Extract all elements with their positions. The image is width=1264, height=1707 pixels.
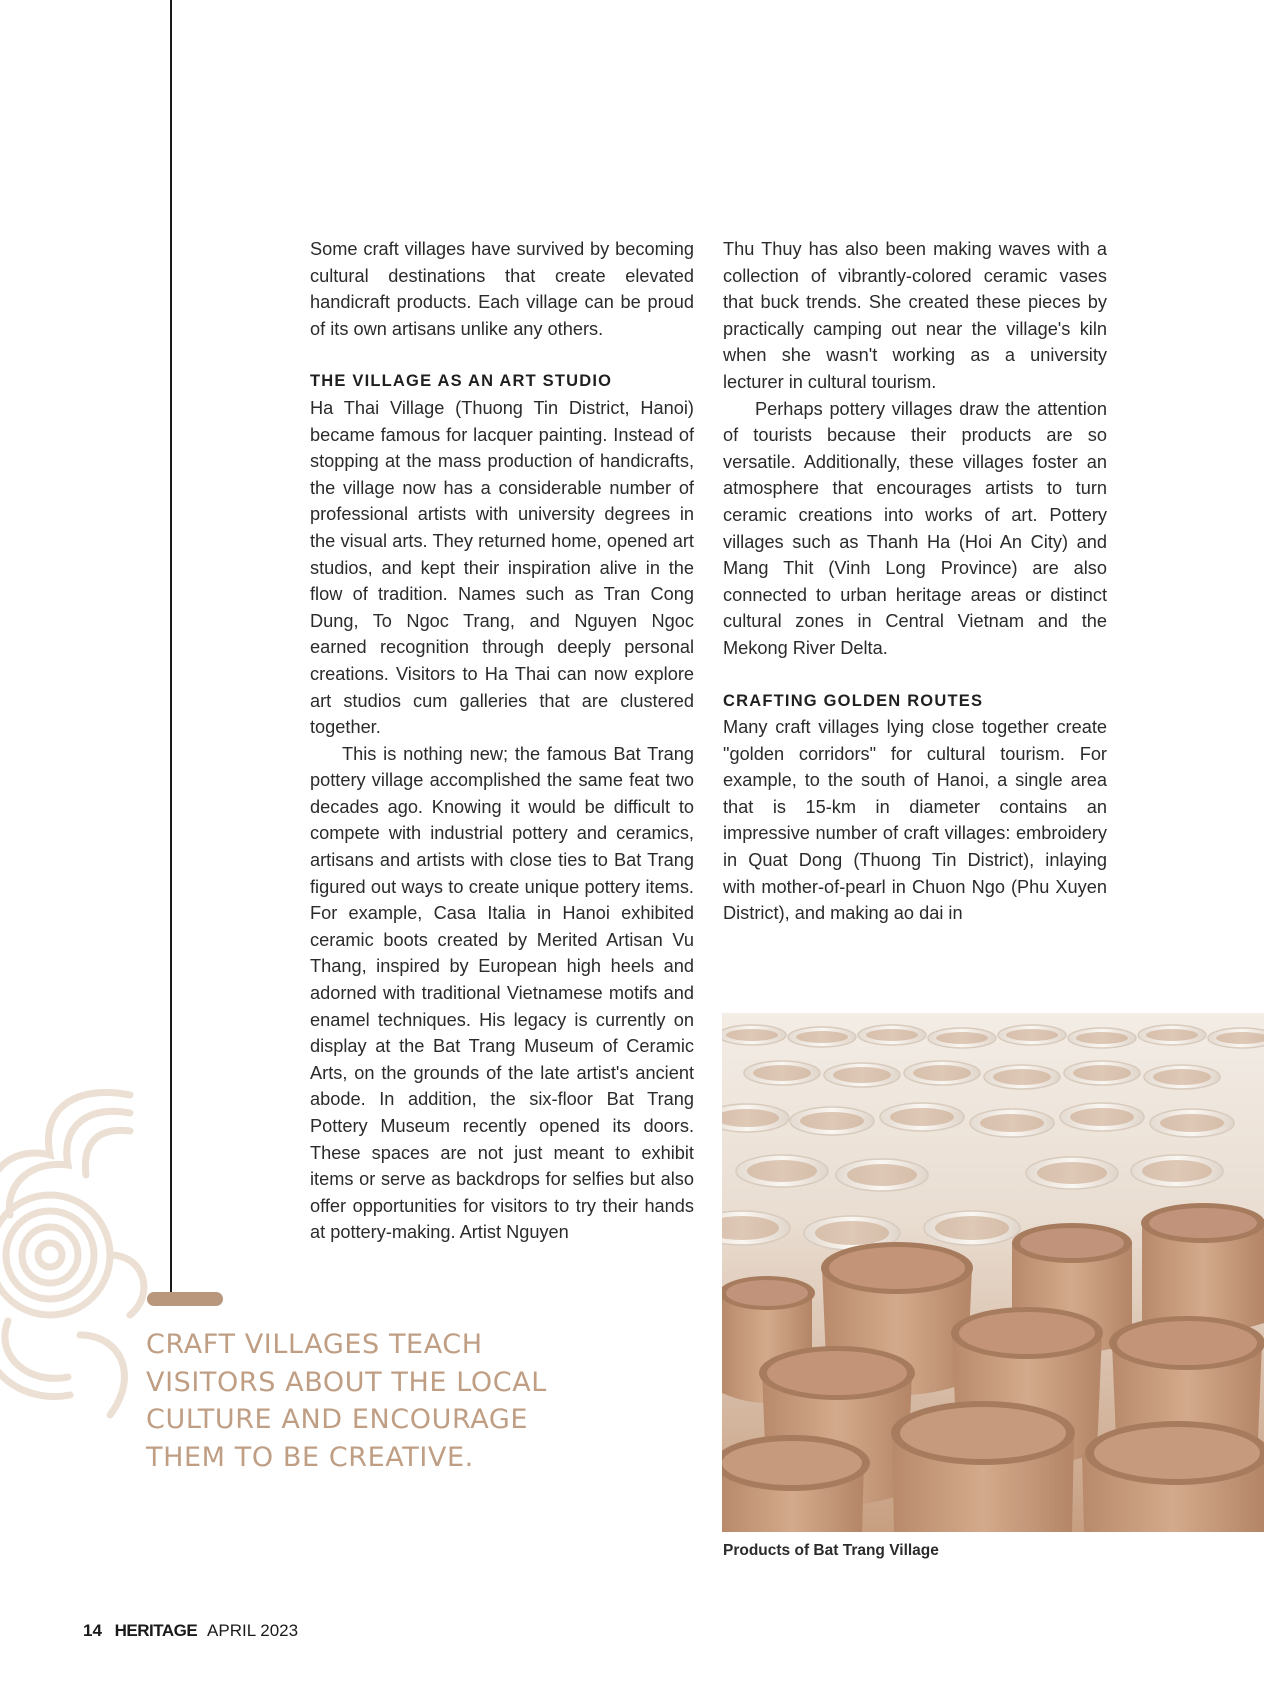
- thu-thuy-paragraph: Thu Thuy has also been making waves with a collection of vibrantly-colored ceramic vases that buck trends. She created these pieces by practically camping out near the village's kiln when she wasn't working as a university lecturer in cultural tourism.: [723, 239, 1107, 392]
- photo-caption: Products of Bat Trang Village: [723, 1542, 939, 1559]
- page-footer: [83, 1621, 298, 1641]
- pull-quote-line: CRAFT VILLAGES TEACH: [146, 1329, 483, 1360]
- intro-paragraph: Some craft villages have survived by becoming cultural destinations that create elevated handicraft products. Each village can be proud of its own artisans unlike any others.: [310, 239, 694, 339]
- page-number: 14: [83, 1621, 102, 1640]
- magazine-logo: HERITAGE: [114, 1621, 198, 1640]
- left-column: [310, 236, 694, 1246]
- section-heading-art-studio: THE VILLAGE AS AN ART STUDIO: [310, 372, 613, 391]
- pull-quote-bar: [147, 1292, 223, 1306]
- issue-date: APRIL 2023: [207, 1621, 299, 1640]
- pull-quote-line: CULTURE AND ENCOURAGE: [146, 1404, 529, 1435]
- section-heading-golden-routes: CRAFTING GOLDEN ROUTES: [723, 691, 984, 710]
- pull-quote-line: THEM TO BE CREATIVE.: [146, 1441, 474, 1473]
- pottery-photo: [722, 1013, 1264, 1532]
- pull-quote-line: VISITORS ABOUT THE LOCAL: [146, 1366, 547, 1398]
- ha-thai-paragraph: Ha Thai Village (Thuong Tin District, Hanoi) became famous for lacquer painting. Instead of stopping at the mass production of handicrafts, the village now has a considerable number of professional artists with university degrees in the visual arts. They returned home, opened art studios, and kept their inspiration alive in the flow of tradition. Names such as Tran Cong Dung, To Ngoc Trang, and Nguyen Ngoc earned recognition through deeply personal creations. Visitors to Ha Thai can now explore art studios cum galleries that are clustered together.: [310, 397, 694, 738]
- pottery-villages-paragraph: Perhaps pottery villages draw the attention of tourists because their products are so versatile. Additionally, these villages foster an atmosphere that encourages artists to turn ceramic creations into works of art. Pottery villages such as Thanh Ha (Hoi An City) and Mang Thit (Vinh Long Province) are also connected to urban heritage areas or distinct cultural zones in Central Vietnam and the Mekong River Delta.: [723, 398, 1107, 658]
- bat-trang-paragraph: This is nothing new; the famous Bat Trang pottery village accomplished the same feat two decades ago. Knowing it would be difficult to compete with industrial pottery and ceramics, artisans and artists with close ties to Bat Trang figured out ways to create unique pottery items. For example, Casa Italia in Hanoi exhibited ceramic boots created by Merited Artisan Vu Thang, inspired by European high heels and adorned with traditional Vietnamese motifs and enamel techniques. His legacy is currently on display at the Bat Trang Museum of Ceramic Arts, on the grounds of the late artist's ancient abode. In addition, the six-floor Bat Trang Pottery Museum recently opened its doors. These spaces are not just meant to exhibit items or serve as backdrops for selfies but also offer opportunities for visitors to try their hands at pottery-making. Artist Nguyen: [310, 743, 694, 1243]
- pull-quote: [146, 1326, 576, 1476]
- right-column: [723, 236, 1107, 927]
- golden-corridors-paragraph: Many craft villages lying close together create "golden corridors" for cultural tourism. For example, to the south of Hanoi, a single area that is 15-km in diameter contains an impressive number of craft villages: embroidery in Quat Dong (Thuong Tin District), inlaying with mother-of-pearl in Chuon Ngo (Phu Xuyen District), and making ao dai in: [723, 717, 1107, 924]
- ceramic-pots-image: [722, 1013, 1264, 1532]
